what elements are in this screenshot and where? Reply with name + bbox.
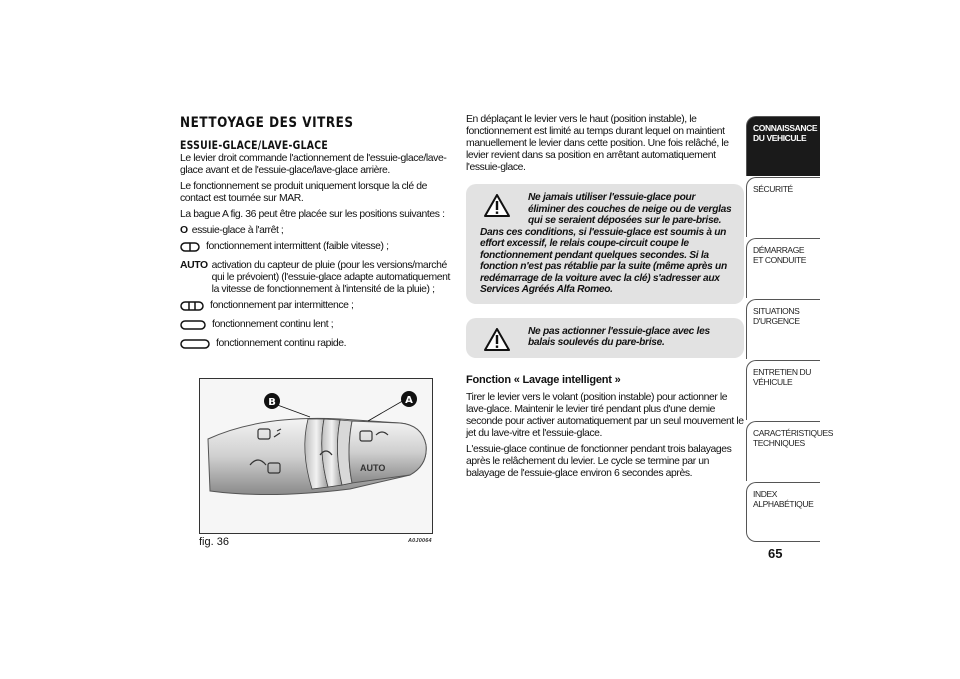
page-number: 65 — [768, 546, 783, 561]
figure-caption: fig. 36 — [199, 536, 229, 548]
warning-box-raised-blades — [466, 318, 744, 358]
tab-demarrage-et-conduite[interactable]: DÉMARRAGE ET CONDUITE — [746, 238, 820, 298]
position-off: O essuie-glace à l'arrêt ; — [180, 225, 284, 236]
intermittent-slow-icon — [180, 242, 200, 256]
paragraph-intro: Le levier droit commande l'actionnement de l'essuie-glace/lave-glace avant et de l'essuie-glace/lave-glace arrière. — [180, 153, 447, 176]
position-intermittent: fonctionnement par intermittence ; — [180, 300, 450, 315]
tab-connaissance-du-vehicule[interactable]: CONNAISSANCE DU VEHICULE — [746, 116, 820, 176]
section-title: NETTOYAGE DES VITRES — [180, 115, 354, 131]
position-key-auto: AUTO — [180, 260, 208, 271]
chapter-tabs — [746, 116, 834, 543]
warning-triangle-icon — [484, 328, 510, 356]
position-intermittent-slow: fonctionnement intermittent (faible vitesse) ; — [180, 241, 450, 256]
paragraph-ring-positions: La bague A fig. 36 peut être placée sur les positions suivantes : — [180, 209, 445, 220]
auto-marking: AUTO — [360, 463, 386, 473]
section-subtitle: ESSUIE-GLACE/LAVE-GLACE — [180, 138, 329, 152]
tab-entretien-du-vehicule[interactable]: ENTRETIEN DU VÉHICULE — [746, 360, 820, 420]
left-column — [180, 114, 450, 357]
paragraph-smart-wash: Tirer le levier vers le volant (position instable) pour actionner le lave-glace. Maintenir le levier tiré pendant plus d'une demie seconde pour activer automatiquement par un seul mouvement le jet du lave-vitre et l'essuie-glace. — [466, 391, 744, 439]
callout-a-label: A — [405, 395, 413, 406]
paragraph-unstable-position: En déplaçant le levier vers le haut (position instable), le fonctionnement est limité au temps durant lequel on maintient manuellement le levier dans cette position. Une fois relâché, le levier revient dans sa position en arrêtant automatiquement l'essuie-glace. — [466, 114, 729, 173]
wiper-stalk-illustration — [200, 379, 433, 534]
tab-caracteristiques-techniques[interactable]: CARACTÉRISTIQUES TECHNIQUES — [746, 421, 820, 481]
paragraph-ignition: Le fonctionnement se produit uniquement lorsque la clé de contact est tournée sur MAR. — [180, 181, 427, 204]
continuous-slow-icon — [180, 320, 206, 334]
callout-b-label: B — [268, 397, 276, 408]
tab-securite[interactable]: SÉCURITÉ — [746, 177, 820, 237]
right-column — [466, 114, 744, 484]
warning-box-snow — [466, 184, 744, 304]
figure-36-wiper-stalk — [199, 378, 433, 534]
intermittent-icon — [180, 301, 204, 315]
position-key-off: O — [180, 225, 188, 236]
continuous-fast-icon — [180, 339, 210, 353]
warning-text-raised-blades: Ne pas actionner l'essuie-glace avec les balais soulevés du pare-brise. — [528, 325, 710, 348]
tab-situations-d-urgence[interactable]: SITUATIONS D'URGENCE — [746, 299, 820, 359]
figure-code: A0J0064 — [408, 538, 432, 544]
warning-triangle-icon — [484, 194, 510, 222]
position-auto: AUTO activation du capteur de pluie (pour les versions/marché qui le prévoient) (l'essuie-glace adapte automatiquement la vitesse de fonctionnement à l'intensité de la pluie) ; — [180, 260, 451, 295]
warning-text-snow: Ne jamais utiliser l'essuie-glace pour éliminer des couches de neige ou de verglas qui se seraient déposées sur le pare-brise. Dans ces conditions, si l'essuie-glace est soumis à un effort excessif, le relais coupe-circuit coupe le fonctionnement pendant quelques secondes. Si la fonction n'est pas rétablie par la suite (même après un redémarrage de la voiture avec la clé) s'adresser aux Services Agréés Alfa Romeo. — [480, 192, 732, 295]
position-continuous-slow: fonctionnement continu lent ; — [180, 319, 450, 334]
heading-smart-wash: Fonction « Lavage intelligent » — [466, 373, 621, 386]
paragraph-wipe-cycles: L'essuie-glace continue de fonctionner pendant trois balayages après le relâchement du levier. Le cycle se termine par un balayage de l'essuie-glace environ 6 secondes après. — [466, 443, 732, 479]
tab-index-alphabetique[interactable]: INDEX ALPHABÉTIQUE — [746, 482, 820, 542]
position-continuous-fast: fonctionnement continu rapide. — [180, 338, 450, 353]
